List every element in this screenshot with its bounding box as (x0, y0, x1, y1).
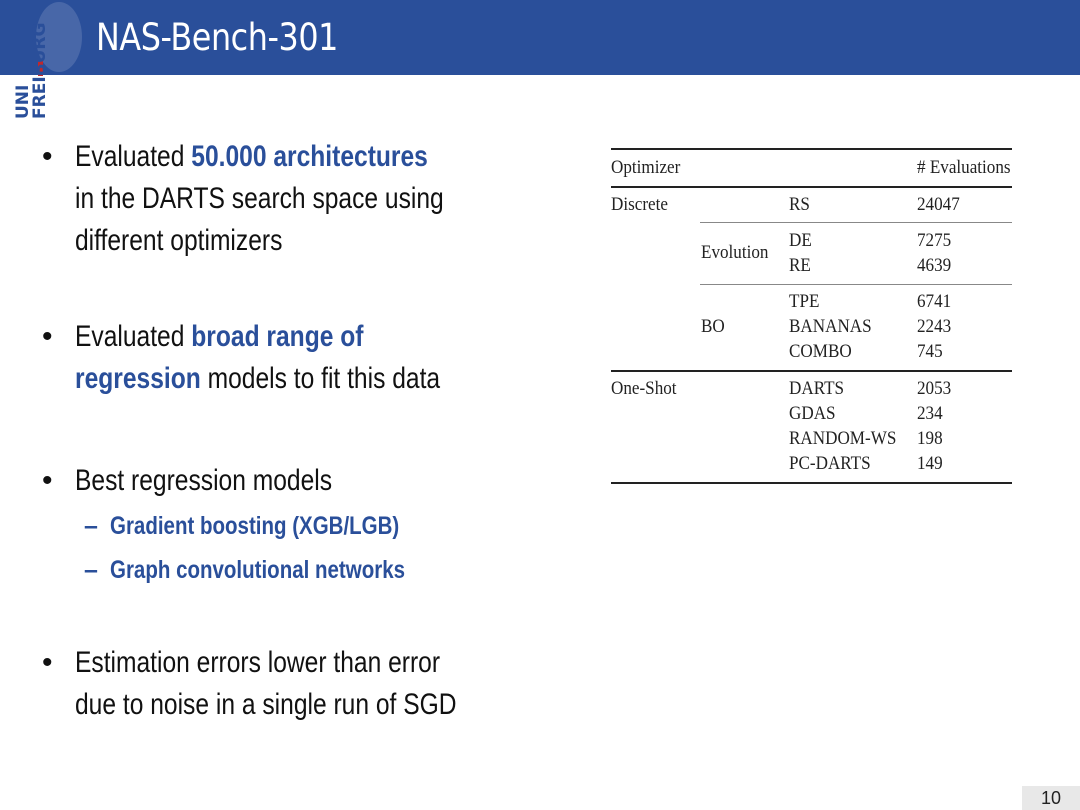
bullet-dot: • (42, 320, 53, 353)
header-optimizer: Optimizer (611, 157, 681, 178)
bullet-dot: • (42, 140, 53, 173)
bullet-dot: • (42, 464, 53, 497)
table-row-name: PC-DARTS (789, 453, 871, 474)
table-row-name: BANANAS (789, 316, 872, 337)
table-row-name: RS (789, 194, 810, 215)
table-row-name: DARTS (789, 378, 845, 399)
table-row-evals: 234 (917, 403, 943, 424)
table-row-name: GDAS (789, 403, 836, 424)
table-row-name: RE (789, 255, 811, 276)
slide-title: NAS-Bench-301 (96, 16, 338, 59)
table-row-evals: 198 (917, 428, 943, 449)
header-rule (611, 186, 1012, 188)
table-row-evals: 4639 (917, 255, 952, 276)
row-separator (700, 222, 1012, 223)
slide-header (0, 0, 1080, 75)
table-row-evals: 2243 (917, 316, 952, 337)
section-rule (611, 370, 1012, 372)
logo-wordmark: UNI FREIBURG (13, 22, 50, 119)
row-separator (700, 284, 1012, 285)
table-top-rule (611, 148, 1012, 150)
table-row-evals: 24047 (917, 194, 960, 215)
page-number: 10 (1022, 786, 1080, 810)
table-row-name: TPE (789, 291, 820, 312)
group-bo: BO (701, 316, 725, 337)
table-bottom-rule (611, 482, 1012, 484)
university-logo (0, 0, 84, 120)
table-row-evals: 149 (917, 453, 943, 474)
table-row-name: DE (789, 230, 812, 251)
group-evolution: Evolution (701, 242, 769, 263)
table-row-evals: 6741 (917, 291, 952, 312)
bullet-dot: • (42, 646, 53, 679)
header-evaluations: # Evaluations (917, 157, 1011, 178)
table-row-evals: 2053 (917, 378, 952, 399)
group-oneshot: One-Shot (611, 378, 677, 399)
table-row-name: RANDOM-WS (789, 428, 897, 449)
table-row-evals: 7275 (917, 230, 952, 251)
optimizer-evaluations-table (611, 148, 1012, 486)
table-row-evals: 745 (917, 341, 943, 362)
table-row-name: COMBO (789, 341, 852, 362)
group-discrete: Discrete (611, 194, 668, 215)
